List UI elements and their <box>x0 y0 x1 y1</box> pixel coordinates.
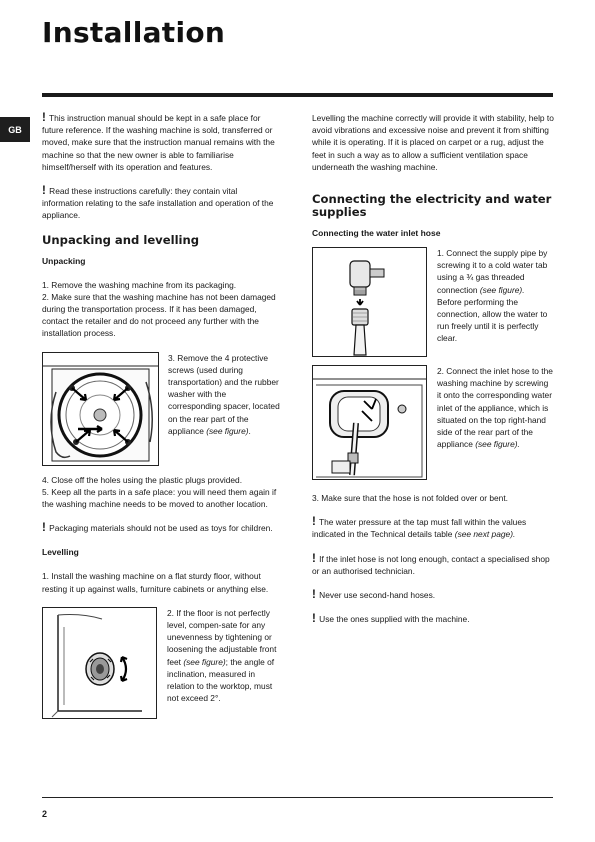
supplied-hose-note: ! Use the ones supplied with the machine. <box>312 613 470 626</box>
unpack-step-3: 3. Remove the 4 protective screws (used during transportation) and the rubber washer with the corresponding spacer, located on the rear part of the appliance (see figure). <box>168 352 280 436</box>
subheading-unpacking: Unpacking <box>42 255 86 266</box>
rear-screws-figure <box>42 352 159 466</box>
warning-mark: ! <box>312 613 316 626</box>
warning-mark: ! <box>42 522 46 535</box>
figure-row-inlet <box>312 365 554 480</box>
subheading-water-inlet-hose: Connecting the water inlet hose <box>312 228 441 239</box>
levelling-continued: Levelling the machine correctly will provide it with stability, help to avoid vibrations and excessive noise and prevent it from shifting while it is operating. If it is placed on carpet or a rug, adjust the feet in such a way as to allow a sufficient ventilation space underneath the washing machine. <box>312 113 554 172</box>
level-step-1: 1. Install the washing machine on a flat sturdy floor, without resting it up against walls, furniture cabinets or anything else. <box>42 571 269 594</box>
warning-mark: ! <box>312 516 316 529</box>
warning-mark: ! <box>312 552 316 565</box>
section-heading-unpacking-levelling: Unpacking and levelling <box>42 232 200 247</box>
intro-note-2: ! Read these instructions carefully: they contain vital information relating to the safe installation and operation of the appliance. <box>42 185 274 221</box>
pressure-note: ! The water pressure at the tap must fall within the values indicated in the Technical details table (see next page). <box>312 516 527 540</box>
language-tab: GB <box>0 117 30 142</box>
inlet-illustration <box>312 365 427 480</box>
page-title: Installation <box>42 16 226 49</box>
header-rule <box>42 93 553 97</box>
unpack-step-3-block <box>168 352 280 437</box>
subheading-levelling: Levelling <box>42 547 79 558</box>
second-hand-hose-note: ! Never use second-hand hoses. <box>312 589 436 602</box>
figure-row-feet <box>42 607 280 719</box>
figure-row-tap <box>312 247 554 357</box>
adjustable-foot-figure <box>42 607 157 719</box>
left-column <box>42 112 280 719</box>
hose-step-2-block <box>437 365 554 450</box>
level-step-2: 2. If the floor is not perfectly level, compen-sate for any unevenness by tightening or loosening the adjustable front feet (see figure); the angle of inclination, measured in relation to the worktop, must not exceed 2°. <box>167 607 277 704</box>
packaging-warning: ! Packaging materials should not be used as toys for children. <box>42 522 273 535</box>
warning-mark: ! <box>42 185 46 198</box>
hose-step-1-note: Before performing the connection, allow the water to run freely until it is perfectly clear. <box>437 296 548 344</box>
rear-panel-illustration <box>42 352 159 466</box>
figure-row-screws <box>42 352 280 466</box>
short-hose-note: ! If the inlet hose is not long enough, contact a specialised shop or an authorised technician. <box>312 552 550 576</box>
unpack-step-5: 5. Keep all the parts in a safe place: you will need them again if the washing machine needs to be moved to another location. <box>42 486 277 510</box>
warning-mark: ! <box>312 589 316 602</box>
page-number: 2 <box>42 809 48 819</box>
hose-step-1: 1. Connect the supply pipe by screwing it to a cold water tab using a ¾ gas threaded connection (see figure). <box>437 248 548 295</box>
unpack-step-2: 2. Make sure that the washing machine has not been damaged during the transportation process. If it has been damaged, contact the retailer and do not proceed any further with the installation process. <box>42 291 276 339</box>
inlet-connection-figure <box>312 365 427 480</box>
unpack-step-4: 4. Close off the holes using the plastic plugs provided. <box>42 474 243 485</box>
level-step-2-block <box>167 607 280 705</box>
foot-illustration <box>42 607 157 719</box>
unpack-step-1: 1. Remove the washing machine from its packaging. <box>42 279 237 290</box>
tap-illustration <box>312 247 427 357</box>
hose-step-1-block <box>437 247 554 345</box>
tap-connection-figure <box>312 247 427 357</box>
right-column <box>312 112 554 625</box>
hose-step-2: 2. Connect the inlet hose to the washing machine by screwing it onto the corresponding water inlet of the appliance, which is situated on the top right-hand side of the rear part of the appliance (see figure). <box>437 366 553 450</box>
warning-mark: ! <box>42 112 46 124</box>
section-heading-connecting: Connecting the electricity and water supplies <box>312 192 552 220</box>
intro-note-1: ! This instruction manual should be kept in a safe place for future reference. If the washing machine is sold, transferred or moved, make sure that the instruction manual remains with the machine so that the new owner is able to familiarise himself/herself with its operation and features. <box>42 112 275 172</box>
footer-rule <box>42 797 553 798</box>
hose-step-3: 3. Make sure that the hose is not folded over or bent. <box>312 493 508 504</box>
